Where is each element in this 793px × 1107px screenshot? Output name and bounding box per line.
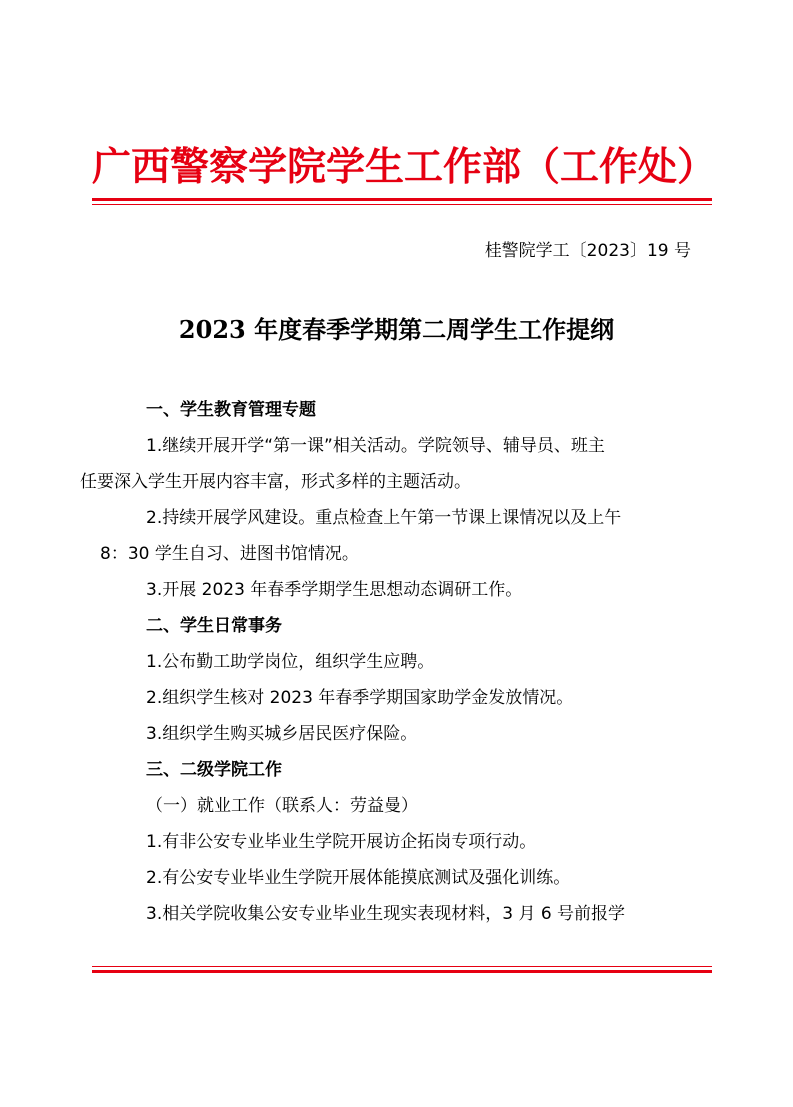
paragraph-line: 3.开展 2023 年春季学期学生思想动态调研工作。 (146, 580, 523, 600)
org-masthead: 广西警察学院学生工作部（工作处） (92, 144, 717, 190)
section-heading: 二、学生日常事务 (146, 616, 282, 636)
footer-rule (92, 966, 712, 973)
paragraph-line: 8：30 学生自习、进图书馆情况。 (100, 544, 359, 564)
subsection-heading: （一）就业工作（联系人：劳益曼） (146, 796, 418, 816)
paragraph-line: 2.持续开展学风建设。重点检查上午第一节课上课情况以及上午 (146, 508, 622, 528)
paragraph-line: 2.有公安专业毕业生学院开展体能摸底测试及强化训练。 (146, 868, 571, 888)
section-heading: 一、学生教育管理专题 (146, 400, 316, 420)
document-number: 桂警院学工〔2023〕19 号 (484, 241, 691, 261)
paragraph-line: 3.相关学院收集公安专业毕业生现实表现材料，3 月 6 号前报学 (146, 904, 626, 924)
paragraph-line: 1.继续开展开学“第一课”相关活动。学院领导、辅导员、班主 (146, 436, 605, 456)
document-title: 2023 年度春季学期第二周学生工作提纲 (178, 315, 615, 344)
paragraph-line: 1.有非公安专业毕业生学院开展访企拓岗专项行动。 (146, 832, 537, 852)
header-rule (92, 198, 712, 205)
paragraph-line: 3.组织学生购买城乡居民医疗保险。 (146, 724, 418, 744)
paragraph-line: 任要深入学生开展内容丰富，形式多样的主题活动。 (80, 472, 471, 492)
paragraph-line: 2.组织学生核对 2023 年春季学期国家助学金发放情况。 (146, 688, 574, 708)
paragraph-line: 1.公布勤工助学岗位，组织学生应聘。 (146, 652, 435, 672)
document-body (80, 395, 700, 935)
section-heading: 三、二级学院工作 (146, 760, 282, 780)
